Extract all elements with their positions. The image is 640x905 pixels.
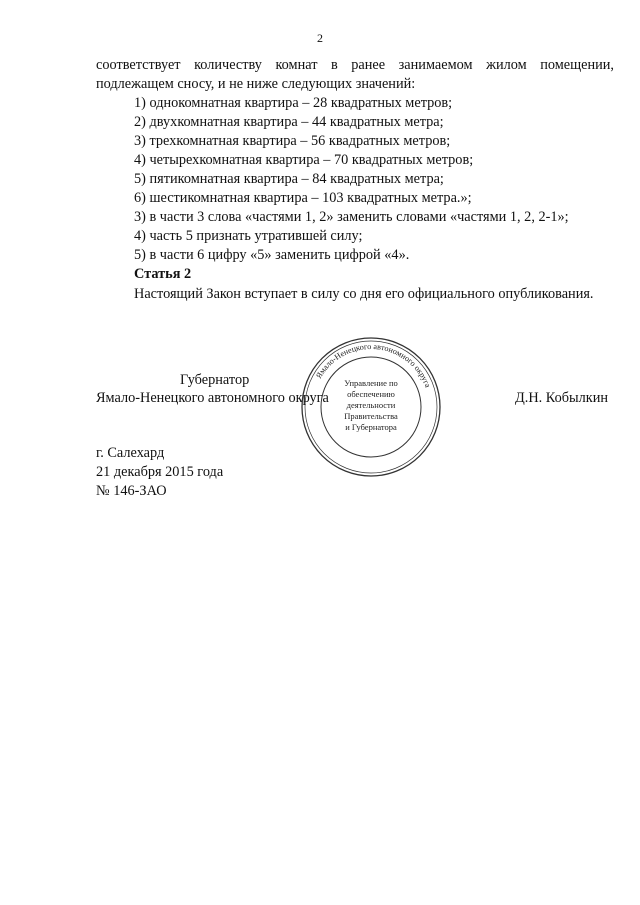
- list-item: 1) однокомнатная квартира – 28 квадратных метров;: [134, 95, 453, 111]
- list-item: 3) в части 3 слова «частями 1, 2» заменить словами «частями 1, 2, 2-1»;: [134, 209, 569, 225]
- list-item: 3) трехкомнатная квартира – 56 квадратных метров;: [134, 133, 451, 149]
- signatory-title: Губернатор: [180, 372, 250, 388]
- seal-line: Правительства: [344, 411, 398, 421]
- seal-line: деятельности: [346, 400, 396, 410]
- list-item: 4) часть 5 признать утратившей силу;: [134, 228, 363, 244]
- seal-line: и Губернатора: [345, 422, 397, 432]
- paragraph-continuation: соответствует количеству комнат в ранее занимаемом жилом помещении, подлежащем сносу, и не ниже следующих значений:: [96, 57, 614, 92]
- seal-ring-text: Ямало-Ненецкого автономного округа: [314, 341, 433, 389]
- seal-line: Управление по: [344, 378, 398, 388]
- list-item: 2) двухкомнатная квартира – 44 квадратных метра;: [134, 114, 444, 130]
- date: 21 декабря 2015 года: [96, 464, 224, 480]
- official-seal: [300, 336, 442, 478]
- city: г. Салехард: [96, 445, 165, 461]
- signatory-region: Ямало-Ненецкого автономного округа: [96, 390, 329, 406]
- article-text: Настоящий Закон вступает в силу со дня его официального опубликования.: [134, 286, 594, 302]
- seal-line: обеспечению: [347, 389, 395, 399]
- list-item: 4) четырехкомнатная квартира – 70 квадратных метров;: [134, 152, 474, 168]
- list-item: 6) шестикомнатная квартира – 103 квадратных метра.»;: [134, 190, 472, 206]
- list-item: 5) в части 6 цифру «5» заменить цифрой «4».: [134, 247, 410, 263]
- signatory-name: Д.Н. Кобылкин: [515, 390, 609, 406]
- list-item: 5) пятикомнатная квартира – 84 квадратных метра;: [134, 171, 444, 187]
- law-number: № 146-ЗАО: [96, 483, 167, 499]
- page-number: 2: [317, 31, 323, 45]
- article-heading: Статья 2: [134, 266, 192, 282]
